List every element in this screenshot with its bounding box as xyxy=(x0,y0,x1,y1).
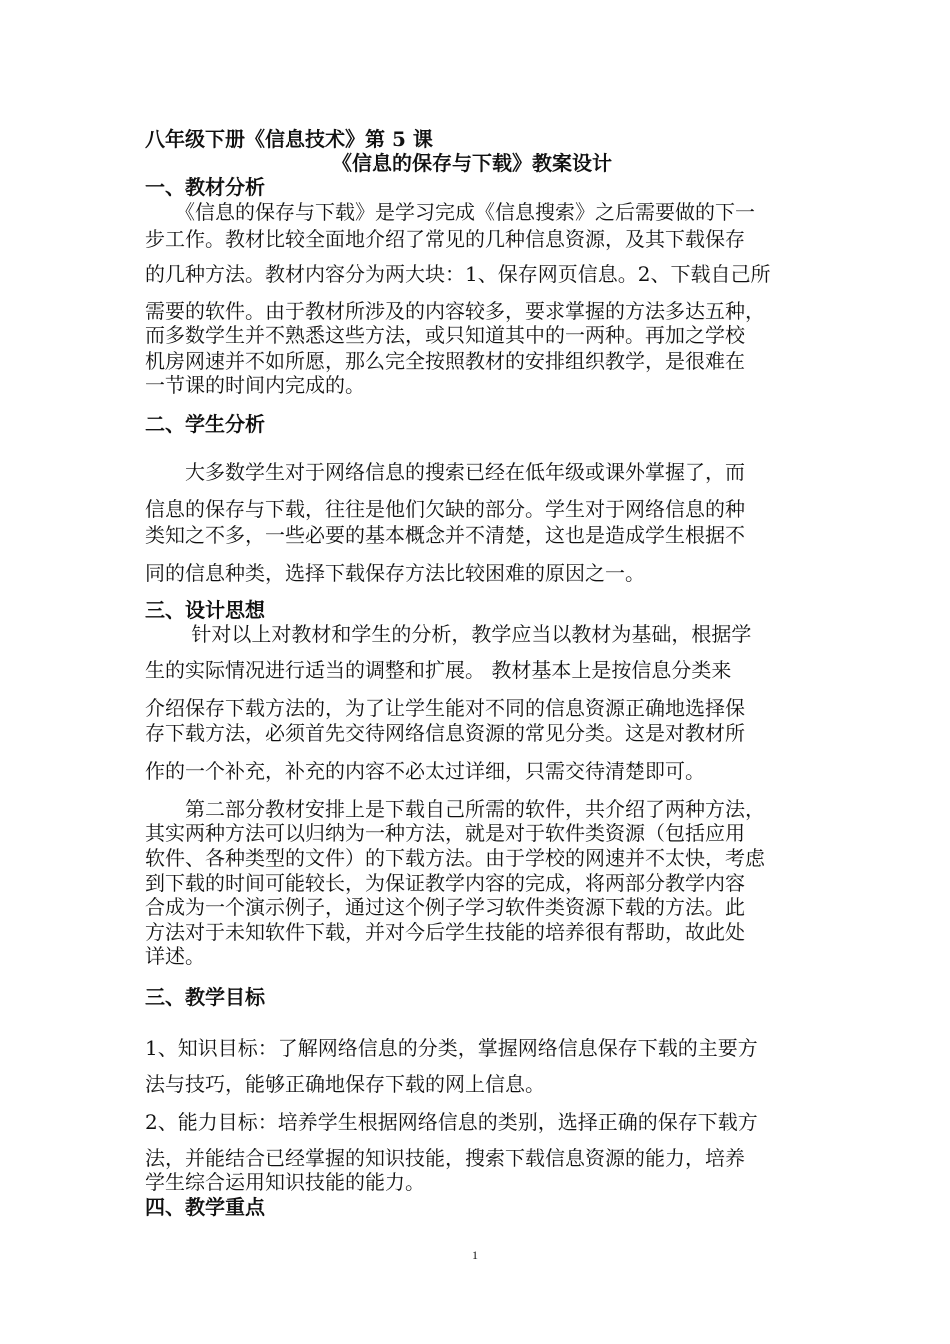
paragraph-line: 大多数学生对于网络信息的搜索已经在低年级或课外掌握了，而 xyxy=(145,460,745,484)
paragraph-line: 学生综合运用知识技能的能力。 xyxy=(145,1170,425,1194)
paragraph-line: 步工作。教材比较全面地介绍了常见的几种信息资源，及其下载保存 xyxy=(145,227,745,251)
paragraph-line: 软件、各种类型的文件）的下载方法。由于学校的网速并不太快，考虑 xyxy=(145,846,765,870)
paragraph-line: 到下载的时间可能较长，为保证教学内容的完成，将两部分教学内容 xyxy=(145,871,745,895)
paragraph-line: 第二部分教材安排上是下载自己所需的软件，共介绍了两种方法， xyxy=(145,797,765,821)
paragraph-line: 1、知识目标：了解网络信息的分类，掌握网络信息保存下载的主要方 xyxy=(145,1036,758,1060)
doc-title-line1: 八年级下册《信息技术》第 5 课 xyxy=(145,127,433,151)
paragraph-line: 法，并能结合已经掌握的知识技能，搜索下载信息资源的能力，培养 xyxy=(145,1146,745,1170)
section-heading: 二、学生分析 xyxy=(145,412,265,436)
paragraph-line: 需要的软件。由于教材所涉及的内容较多，要求掌握的方法多达五种， xyxy=(145,299,765,323)
paragraph-line: 方法对于未知软件下载，并对今后学生技能的培养很有帮助，故此处 xyxy=(145,920,745,944)
paragraph-line: 详述。 xyxy=(145,944,205,968)
paragraph-line: 信息的保存与下载，往往是他们欠缺的部分。学生对于网络信息的种 xyxy=(145,497,745,521)
paragraph-line: 《信息的保存与下载》是学习完成《信息搜索》之后需要做的下一 xyxy=(145,200,755,224)
paragraph-line: 存下载方法，必须首先交待网络信息资源的常见分类。这是对教材所 xyxy=(145,721,745,745)
paragraph-line: 其实两种方法可以归纳为一种方法，就是对于软件类资源（包括应用 xyxy=(145,821,745,845)
paragraph-line: 合成为一个演示例子，通过这个例子学习软件类资源下载的方法。此 xyxy=(145,895,745,919)
paragraph-line: 2、能力目标：培养学生根据网络信息的类别，选择正确的保存下载方 xyxy=(145,1110,758,1134)
paragraph-line: 同的信息种类，选择下载保存方法比较困难的原因之一。 xyxy=(145,561,645,585)
section-heading: 三、设计思想 xyxy=(145,598,265,622)
paragraph-line: 介绍保存下载方法的，为了让学生能对不同的信息资源正确地选择保 xyxy=(145,696,745,720)
section-heading: 四、教学重点 xyxy=(145,1195,265,1219)
paragraph-line: 针对以上对教材和学生的分析，教学应当以教材为基础，根据学 xyxy=(145,622,752,646)
paragraph-line: 生的实际情况进行适当的调整和扩展。 教材基本上是按信息分类来 xyxy=(145,658,732,682)
page-number: 1 xyxy=(472,1248,478,1262)
paragraph-line: 而多数学生并不熟悉这些方法，或只知道其中的一两种。再加之学校 xyxy=(145,323,745,347)
section-heading: 三、教学目标 xyxy=(145,985,265,1009)
paragraph-line: 作的一个补充，补充的内容不必太过详细，只需交待清楚即可。 xyxy=(145,759,705,783)
paragraph-line: 类知之不多，一些必要的基本概念并不清楚，这也是造成学生根据不 xyxy=(145,523,745,547)
paragraph-line: 一节课的时间内完成的。 xyxy=(145,373,365,397)
paragraph-line: 的几种方法。教材内容分为两大块：1、保存网页信息。2、下载自己所 xyxy=(145,262,771,286)
section-heading: 一、教材分析 xyxy=(145,175,265,199)
paragraph-line: 机房网速并不如所愿，那么完全按照教材的安排组织教学，是很难在 xyxy=(145,349,745,373)
doc-title-line2: 《信息的保存与下载》教案设计 xyxy=(332,151,612,175)
paragraph-line: 法与技巧，能够正确地保存下载的网上信息。 xyxy=(145,1072,545,1096)
